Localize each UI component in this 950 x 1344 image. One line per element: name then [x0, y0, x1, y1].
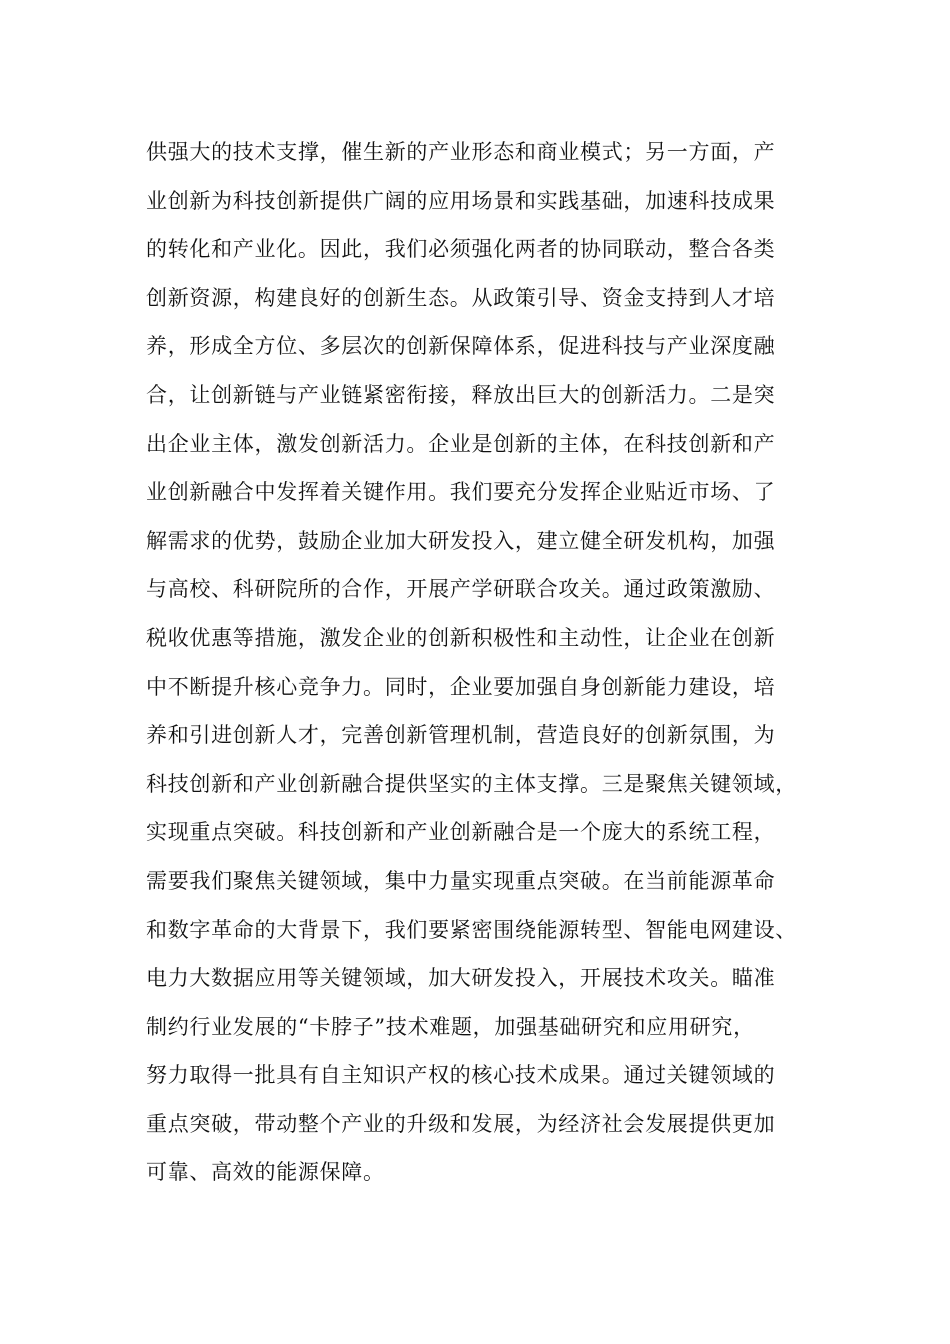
text-line: 出企业主体，激发创新活力。企业是创新的主体，在科技创新和产	[146, 431, 776, 456]
text-line: 努力取得一批具有自主知识产权的核心技术成果。通过关键领域的	[146, 1063, 776, 1088]
text-line: 业创新为科技创新提供广阔的应用场景和实践基础，加速科技成果	[146, 188, 776, 213]
body-paragraph	[146, 128, 836, 1197]
text-line: 养，形成全方位、多层次的创新保障体系，促进科技与产业深度融	[146, 334, 776, 359]
text-line: 的转化和产业化。因此，我们必须强化两者的协同联动，整合各类	[146, 237, 776, 262]
text-line: 制约行业发展的“卡脖子”技术难题，加强基础研究和应用研究，	[146, 1014, 755, 1039]
text-line: 和数字革命的大背景下，我们要紧密围绕能源转型、智能电网建设、	[146, 917, 797, 942]
text-line: 税收优惠等措施，激发企业的创新积极性和主动性，让企业在创新	[146, 625, 776, 650]
text-line: 重点突破，带动整个产业的升级和发展，为经济社会发展提供更加	[146, 1111, 776, 1136]
text-line: 与高校、科研院所的合作，开展产学研联合攻关。通过政策激励、	[146, 577, 776, 602]
text-line: 中不断提升核心竞争力。同时，企业要加强自身创新能力建设，培	[146, 674, 776, 699]
text-line: 解需求的优势，鼓励企业加大研发投入，建立健全研发机构，加强	[146, 528, 776, 553]
text-line: 电力大数据应用等关键领域，加大研发投入，开展技术攻关。瞄准	[146, 966, 776, 991]
text-line: 业创新融合中发挥着关键作用。我们要充分发挥企业贴近市场、了	[146, 480, 776, 505]
text-line: 需要我们聚焦关键领域，集中力量实现重点突破。在当前能源革命	[146, 868, 776, 893]
text-line: 养和引进创新人才，完善创新管理机制，营造良好的创新氛围，为	[146, 723, 776, 748]
text-line: 实现重点突破。科技创新和产业创新融合是一个庞大的系统工程，	[146, 820, 776, 845]
text-line: 供强大的技术支撑，催生新的产业形态和商业模式；另一方面，产	[146, 140, 776, 164]
text-line: 创新资源，构建良好的创新生态。从政策引导、资金支持到人才培	[146, 285, 776, 310]
text-line: 可靠、高效的能源保障。	[146, 1160, 385, 1185]
text-line: 合，让创新链与产业链紧密衔接，释放出巨大的创新活力。二是突	[146, 382, 776, 407]
text-line: 科技创新和产业创新融合提供坚实的主体支撑。三是聚焦关键领域，	[146, 771, 797, 796]
